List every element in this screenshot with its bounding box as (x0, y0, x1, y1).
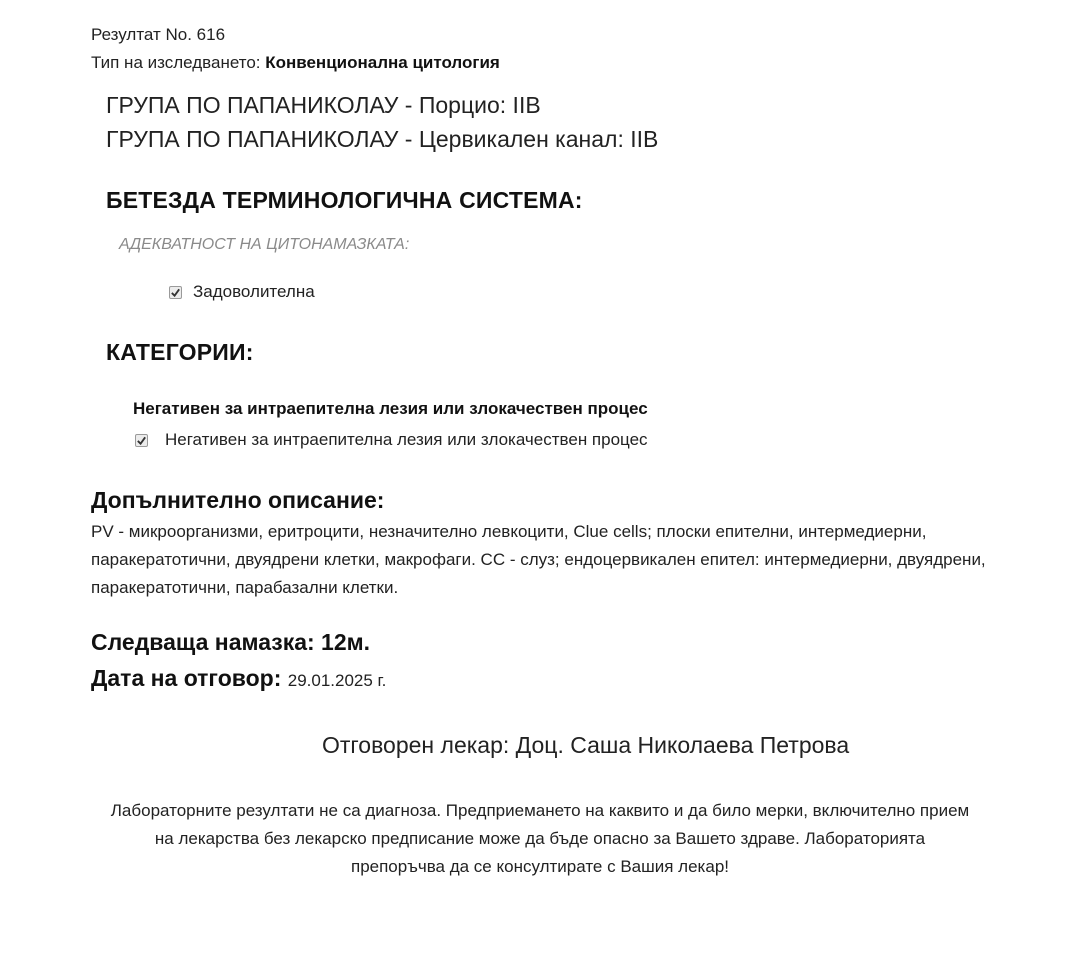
responsible-doctor: Отговорен лекар: Доц. Саша Николаева Петрова (322, 732, 850, 758)
bethesda-title: БЕТЕЗДА ТЕРМИНОЛОГИЧНА СИСТЕМА: (106, 187, 583, 213)
response-date (91, 665, 386, 692)
category-checkbox[interactable] (135, 434, 148, 447)
category-row (135, 430, 648, 450)
adequacy-row (169, 282, 315, 302)
pap-group-portio: ГРУПА ПО ПАПАНИКОЛАУ - Порцио: IIB (106, 92, 541, 118)
exam-type-label: Тип на изследването: (91, 53, 266, 72)
category-group-title: Негативен за интраепителна лезия или злокачествен процес (133, 399, 648, 418)
pap-group-cervical: ГРУПА ПО ПАПАНИКОЛАУ - Цервикален канал: IIB (106, 126, 659, 152)
category-item-label: Негативен за интраепителна лезия или злокачествен процес (165, 430, 648, 449)
adequacy-label: АДЕКВАТНОСТ НА ЦИТОНАМАЗКАТА: (119, 236, 410, 253)
adequacy-checkbox[interactable] (169, 286, 182, 299)
check-icon (170, 287, 181, 298)
exam-type-value: Конвенционална цитология (265, 53, 500, 72)
categories-title: КАТЕГОРИИ: (106, 339, 254, 365)
description-title: Допълнително описание: (91, 487, 385, 513)
result-number: Резултат No. 616 (91, 25, 226, 44)
description-text: PV - микроорганизми, еритроцити, незначително левкоцити, Clue cells; плоски епителни, интермедиерни, паракератотични, двуядрени клетки, макрофаги. CC - слуз; ендоцервикален епител: интермедиерни, двуядрени, паракератотични, парабазални клетки. (91, 522, 986, 597)
exam-type (91, 53, 500, 73)
check-icon (136, 435, 147, 446)
response-date-value: 29.01.2025 г. (287, 671, 387, 690)
disclaimer: Лабораторните резултати не са диагноза. Предприемането на каквито и да било мерки, включително прием на лекарства без лекарско предписание може да бъде опасно за Вашето здраве. Лабораторията препоръчва да се консултирате с Вашия лекар! (110, 801, 970, 876)
response-date-label: Дата на отговор: (91, 665, 288, 691)
next-smear: Следваща намазка: 12м. (91, 629, 371, 655)
adequacy-value: Задоволителна (193, 282, 315, 301)
